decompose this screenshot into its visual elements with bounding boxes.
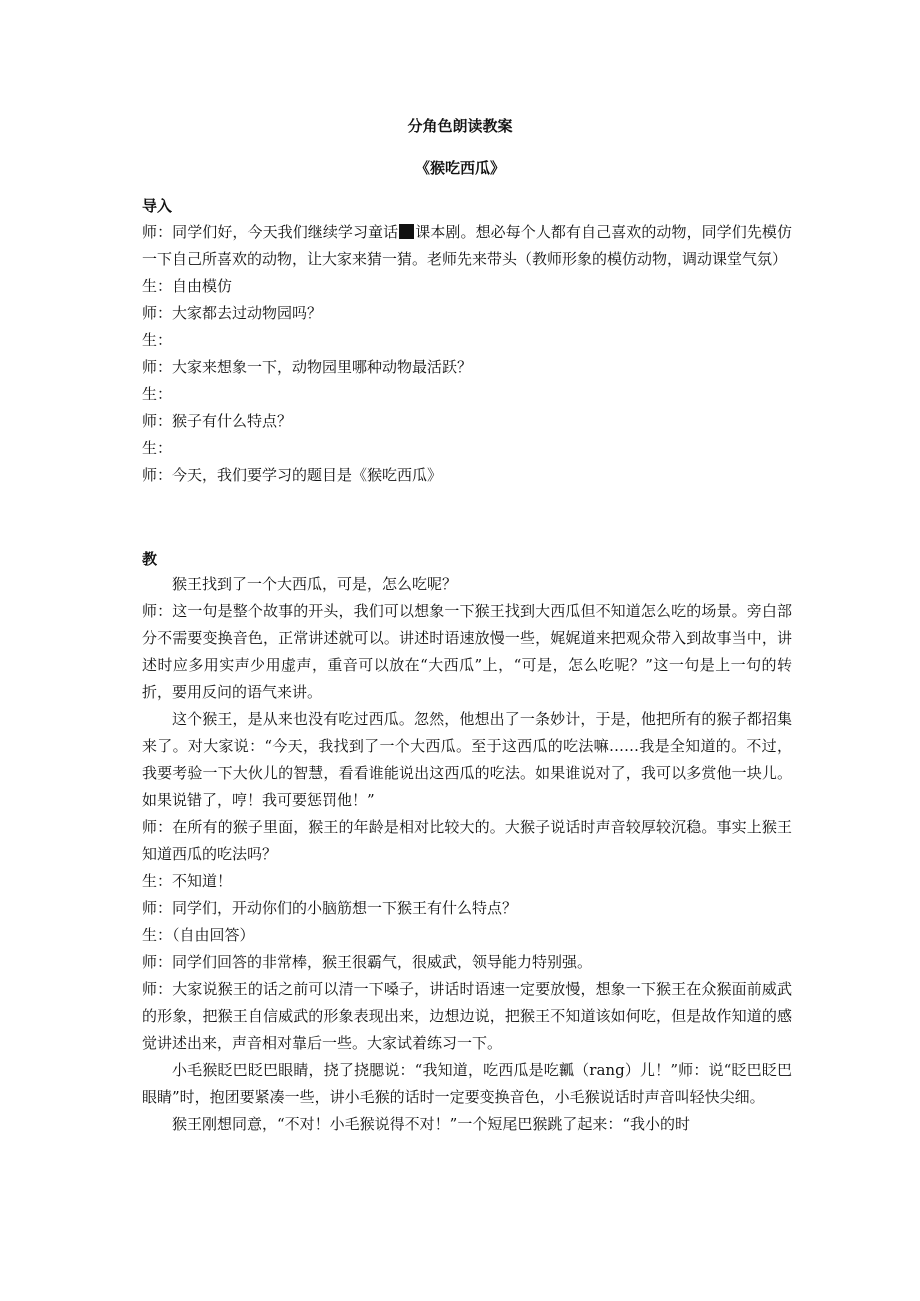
section-heading-teach: 教 <box>142 550 158 568</box>
student-line: 生：不知道！ <box>142 872 233 890</box>
dialogue-line: 生：自由模仿 <box>142 277 233 295</box>
teacher-note: 师：大家说猴王的话之前可以清一下嗓子，讲话时语速一定要放慢，想象一下猴王在众猴面前威武的形象，把猴王自信威武的形象表现出来，边想边说，把猴王不知道该如何吃，但是故作知道的感觉讲述出来，声音相对靠后一些。大家试着练习一下。 <box>142 980 792 1052</box>
dialogue-line: 生： <box>142 385 173 403</box>
dialogue-line: 师：今天，我们要学习的题目是《猴吃西瓜》 <box>142 466 443 484</box>
teach-section <box>142 571 792 1138</box>
dialogue-line: 生： <box>142 439 173 457</box>
redacted-block-icon <box>399 224 414 239</box>
dialogue-line: 师：大家来想象一下，动物园里哪种动物最活跃？ <box>142 358 473 376</box>
document-subtitle: 《猴吃西瓜》 <box>414 159 505 177</box>
story-paragraph: 猴王找到了一个大西瓜，可是，怎么吃呢？ <box>172 575 458 593</box>
document-title: 分角色朗读教案 <box>407 117 513 135</box>
intro-paragraph: 师：同学们好，今天我们继续学习童话 课本剧。想必每个人都有自己喜欢的动物，同学们先模仿一下自己所喜欢的动物，让大家来猜一猜。老师先来带头（教师形象的模仿动物，调动课堂气氛） <box>142 223 792 268</box>
teacher-note: 师：同学们回答的非常棒，猴王很霸气，很威武，领导能力特别强。 <box>142 953 593 971</box>
section-heading-intro: 导入 <box>142 197 173 215</box>
intro-section <box>142 219 792 489</box>
teacher-note: 师：同学们，开动你们的小脑筋想一下猴王有什么特点？ <box>142 899 518 917</box>
student-line: 生：（自由回答） <box>142 926 255 944</box>
story-paragraph: 小毛猴眨巴眨巴眼睛，挠了挠腮说：“我知道，吃西瓜是吃瓤（rang）儿！”师：说“眨巴眨巴眼睛”时，抱团要紧凑一些，讲小毛猴的话时一定要变换音色，小毛猴说话时声音叫轻快尖细。 <box>142 1061 792 1106</box>
dialogue-line: 生： <box>142 331 173 349</box>
story-paragraph: 这个猴王，是从来也没有吃过西瓜。忽然，他想出了一条妙计，于是，他把所有的猴子都招集来了。对大家说：“今天，我找到了一个大西瓜。至于这西瓜的吃法嘛……我是全知道的。不过，我要考验一下大伙儿的智慧，看看谁能说出这西瓜的吃法。如果谁说对了，我可以多赏他一块儿。如果说错了，哼！我可要惩罚他！” <box>142 710 792 809</box>
story-paragraph: 猴王刚想同意，“不对！小毛猴说得不对！”一个短尾巴猴跳了起来：“我小的时 <box>172 1115 691 1133</box>
dialogue-line: 师：大家都去过动物园吗？ <box>142 304 323 322</box>
teacher-note: 师：这一句是整个故事的开头，我们可以想象一下猴王找到大西瓜但不知道怎么吃的场景。旁白部分不需要变换音色，正常讲述就可以。讲述时语速放慢一些，娓娓道来把观众带入到故事当中，讲述时应多用实声少用虚声，重音可以放在“大西瓜”上，“可是，怎么吃呢？”这一句是上一句的转折，要用反问的语气来讲。 <box>142 602 792 701</box>
teacher-note: 师：在所有的猴子里面，猴王的年龄是相对比较大的。大猴子说话时声音较厚较沉稳。事实上猴王知道西瓜的吃法吗？ <box>142 818 792 863</box>
dialogue-line: 师：猴子有什么特点？ <box>142 412 293 430</box>
